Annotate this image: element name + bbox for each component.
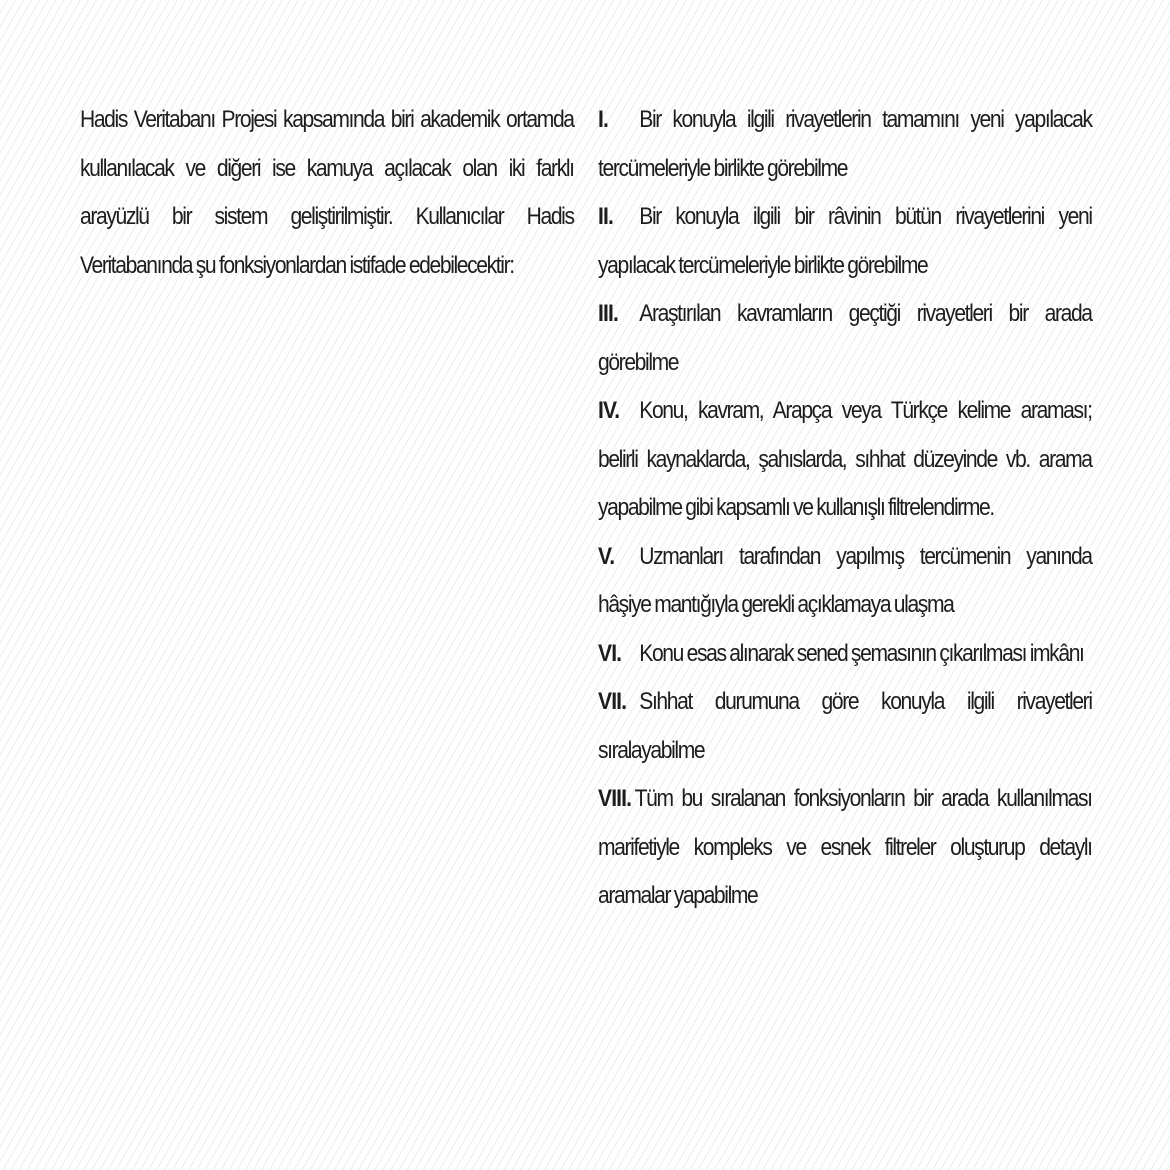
feature-numeral: I.	[598, 106, 608, 133]
feature-numeral: VI.	[598, 639, 622, 667]
feature-numeral: II.	[598, 203, 613, 230]
feature-item-1	[598, 96, 1092, 193]
feature-numeral: VII.	[598, 688, 627, 715]
intro-column	[80, 96, 574, 290]
feature-numeral: III.	[598, 300, 618, 327]
feature-numeral: VIII.	[598, 785, 632, 812]
intro-paragraph: Hadis Veritabanı Projesi kapsamında biri akademik ortamda kullanılacak ve diğeri ise kamuya açılacak olan iki farklı arayüzlü bir sistem geliştirilmiştir. Kullanıcılar Hadis Veritabanında şu fonksiyonlardan istifade edebilecektir:	[80, 106, 574, 279]
feature-item-8	[598, 775, 1092, 921]
feature-item-4	[598, 387, 1092, 533]
feature-text: Konu, kavram, Arapça veya Türkçe kelime araması; belirli kaynaklarda, şahıslarda, sıhhat düzeyinde vb. arama yapabilme gibi kapsamlı ve kullanışlı filtrelendirme.	[598, 397, 1092, 521]
feature-text: Bir konuyla ilgili rivayetlerin tamamını yeni yapılacak tercümeleriyle birlikte görebilme	[598, 106, 1092, 182]
feature-item-5	[598, 533, 1092, 630]
feature-text: Bir konuyla ilgili bir râvinin bütün rivayetlerini yeni yapılacak tercümeleriyle birlikte görebilme	[598, 203, 1092, 279]
feature-item-7	[598, 678, 1092, 775]
feature-item-3	[598, 290, 1092, 387]
feature-text: Konu esas alınarak sened şemasının çıkarılması imkânı	[639, 639, 1084, 667]
feature-item-2	[598, 193, 1092, 290]
feature-item-6	[598, 630, 1092, 679]
feature-text: Sıhhat durumuna göre konuyla ilgili rivayetleri sıralayabilme	[598, 688, 1092, 764]
feature-list	[598, 96, 1092, 921]
feature-text: Uzmanları tarafından yapılmış tercümenin yanında hâşiye mantığıyla gerekli açıklamaya ulaşma	[598, 542, 1092, 618]
feature-numeral: IV.	[598, 397, 620, 424]
feature-text: Tüm bu sıralanan fonksiyonların bir arada kullanılması marifetiyle kompleks ve esnek filtreler oluşturup detaylı aramalar yapabilme	[598, 785, 1092, 909]
feature-text: Araştırılan kavramların geçtiği rivayetleri bir arada görebilme	[598, 300, 1092, 376]
feature-numeral: V.	[598, 542, 615, 570]
